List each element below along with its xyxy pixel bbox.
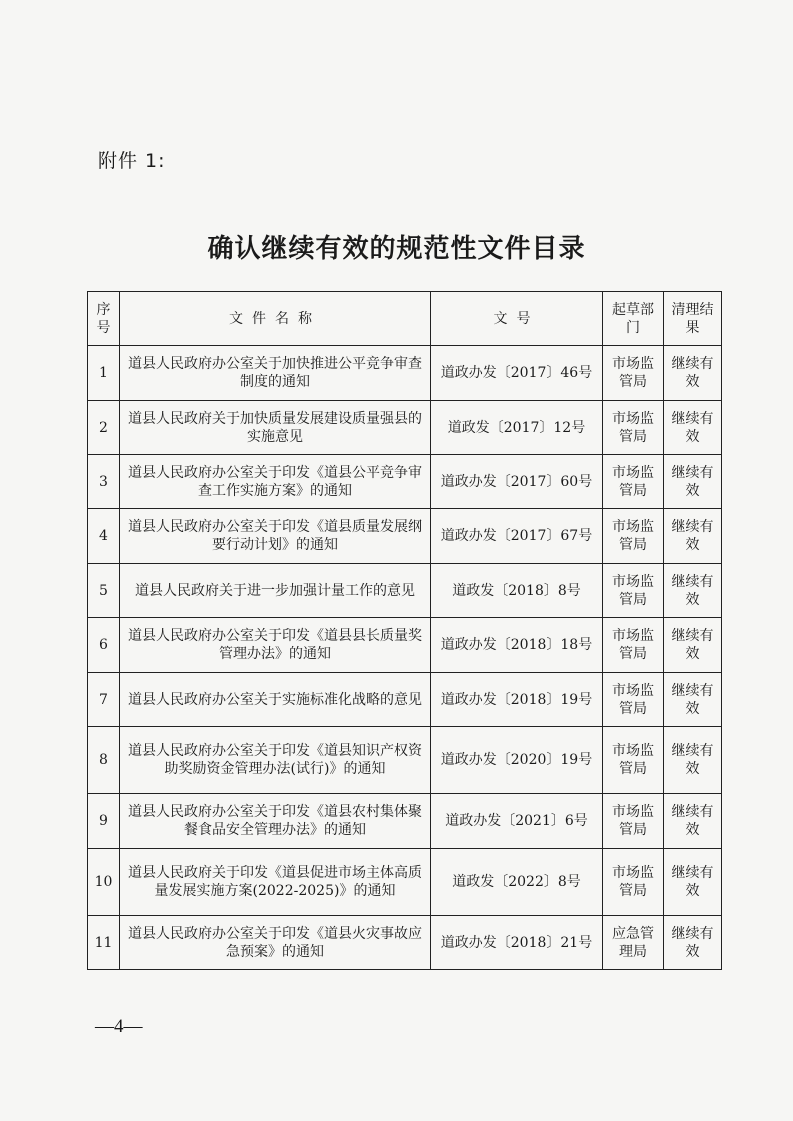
row-result: 继续有效 <box>664 727 722 794</box>
row-department: 市场监管局 <box>603 455 664 509</box>
row-doc-number: 道政办发〔2018〕18号 <box>431 618 603 673</box>
row-seq: 7 <box>88 673 120 727</box>
row-doc-number: 道政发〔2022〕8号 <box>431 849 603 916</box>
row-doc-number: 道政办发〔2018〕19号 <box>431 673 603 727</box>
table-row <box>88 794 722 849</box>
row-doc-number: 道政发〔2017〕12号 <box>431 401 603 455</box>
row-doc-number: 道政办发〔2021〕6号 <box>431 794 603 849</box>
row-doc-number: 道政办发〔2017〕60号 <box>431 455 603 509</box>
row-file-name: 道县人民政府办公室关于加快推进公平竞争审查制度的通知 <box>120 346 431 401</box>
row-result: 继续有效 <box>664 346 722 401</box>
row-department: 市场监管局 <box>603 794 664 849</box>
table-row <box>88 455 722 509</box>
table-row <box>88 401 722 455</box>
row-seq: 2 <box>88 401 120 455</box>
row-doc-number: 道政办发〔2020〕19号 <box>431 727 603 794</box>
row-result: 继续有效 <box>664 849 722 916</box>
row-result: 继续有效 <box>664 401 722 455</box>
table-row <box>88 916 722 970</box>
row-department: 市场监管局 <box>603 849 664 916</box>
row-file-name: 道县人民政府关于进一步加强计量工作的意见 <box>120 564 431 618</box>
row-department: 市场监管局 <box>603 346 664 401</box>
column-header-seq: 序号 <box>88 292 120 346</box>
row-doc-number: 道政发〔2018〕8号 <box>431 564 603 618</box>
row-doc-number: 道政办发〔2018〕21号 <box>431 916 603 970</box>
table-row <box>88 509 722 564</box>
row-seq: 11 <box>88 916 120 970</box>
column-header-dept: 起草部门 <box>603 292 664 346</box>
row-department: 市场监管局 <box>603 564 664 618</box>
row-result: 继续有效 <box>664 455 722 509</box>
row-file-name: 道县人民政府办公室关于印发《道县县长质量奖管理办法》的通知 <box>120 618 431 673</box>
column-header-result: 清理结果 <box>664 292 722 346</box>
row-file-name: 道县人民政府关于加快质量发展建设质量强县的实施意见 <box>120 401 431 455</box>
row-doc-number: 道政办发〔2017〕67号 <box>431 509 603 564</box>
column-header-doc-no: 文号 <box>431 292 603 346</box>
row-result: 继续有效 <box>664 673 722 727</box>
row-seq: 10 <box>88 849 120 916</box>
row-file-name: 道县人民政府办公室关于印发《道县质量发展纲要行动计划》的通知 <box>120 509 431 564</box>
row-seq: 1 <box>88 346 120 401</box>
row-department: 市场监管局 <box>603 509 664 564</box>
row-seq: 4 <box>88 509 120 564</box>
row-file-name: 道县人民政府办公室关于印发《道县农村集体聚餐食品安全管理办法》的通知 <box>120 794 431 849</box>
column-header-name: 文件名称 <box>120 292 431 346</box>
row-seq: 6 <box>88 618 120 673</box>
row-file-name: 道县人民政府办公室关于印发《道县知识产权资助奖励资金管理办法(试行)》的通知 <box>120 727 431 794</box>
table-row <box>88 346 722 401</box>
row-department: 市场监管局 <box>603 673 664 727</box>
row-department: 市场监管局 <box>603 727 664 794</box>
table-row <box>88 673 722 727</box>
row-result: 继续有效 <box>664 564 722 618</box>
row-file-name: 道县人民政府办公室关于实施标准化战略的意见 <box>120 673 431 727</box>
row-seq: 5 <box>88 564 120 618</box>
attachment-label: 附件 1: <box>98 150 166 172</box>
row-department: 应急管理局 <box>603 916 664 970</box>
table-row <box>88 727 722 794</box>
row-result: 继续有效 <box>664 509 722 564</box>
row-seq: 9 <box>88 794 120 849</box>
row-result: 继续有效 <box>664 794 722 849</box>
table-row <box>88 618 722 673</box>
row-seq: 8 <box>88 727 120 794</box>
table-header-row <box>88 292 722 346</box>
page-number: —4— <box>95 1016 143 1037</box>
document-title: 确认继续有效的规范性文件目录 <box>207 234 586 264</box>
table-row <box>88 564 722 618</box>
row-result: 继续有效 <box>664 916 722 970</box>
document-catalog-table <box>87 291 722 970</box>
row-file-name: 道县人民政府办公室关于印发《道县公平竞争审查工作实施方案》的通知 <box>120 455 431 509</box>
row-seq: 3 <box>88 455 120 509</box>
row-result: 继续有效 <box>664 618 722 673</box>
table-row <box>88 849 722 916</box>
row-doc-number: 道政办发〔2017〕46号 <box>431 346 603 401</box>
row-department: 市场监管局 <box>603 401 664 455</box>
row-file-name: 道县人民政府办公室关于印发《道县火灾事故应急预案》的通知 <box>120 916 431 970</box>
row-file-name: 道县人民政府关于印发《道县促进市场主体高质量发展实施方案(2022-2025)》的通知 <box>120 849 431 916</box>
row-department: 市场监管局 <box>603 618 664 673</box>
